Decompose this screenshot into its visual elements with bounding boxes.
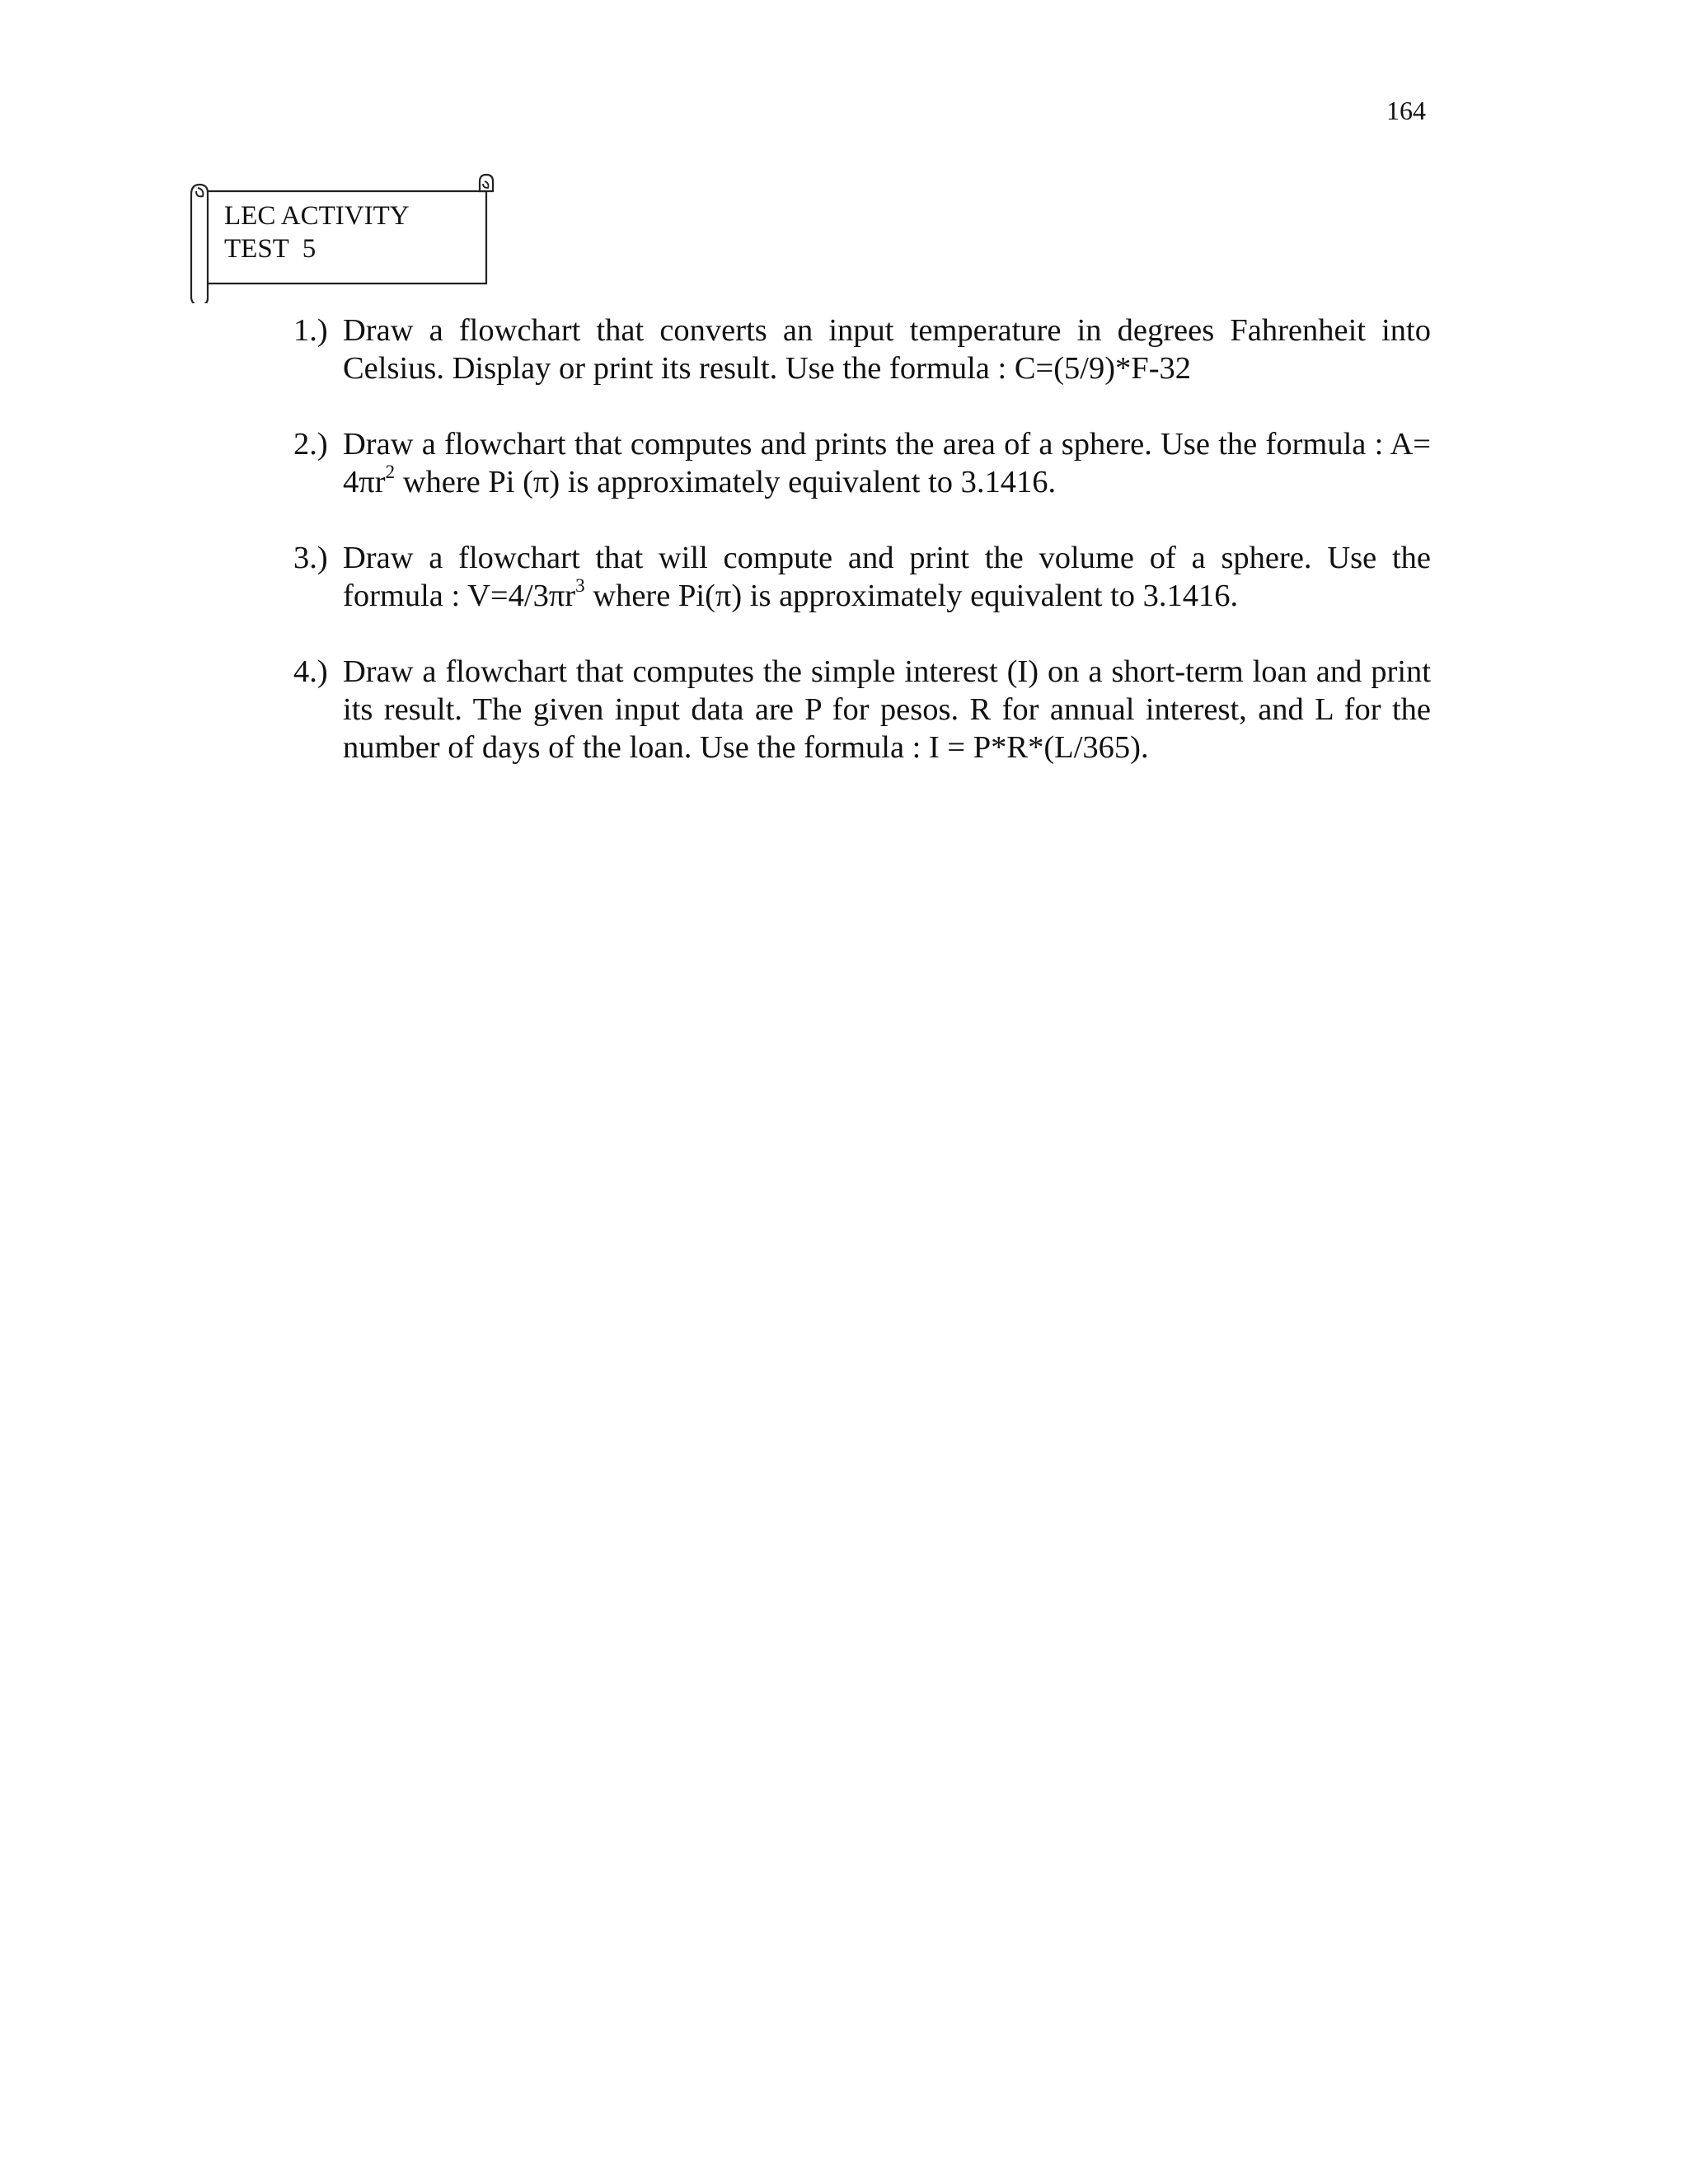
question-text-before: Draw a flowchart that will compute and print the volume of a sphere. Use the formula : V=4/3πr <box>343 541 1431 613</box>
question-number: 1.) <box>293 313 328 348</box>
question-text <box>343 425 1431 501</box>
question-item <box>293 539 1431 615</box>
question-text: Draw a flowchart that converts an input temperature in degrees Fahrenheit into Celsius. Display or print its result. Use the formula : C=(5/9)*F-32 <box>343 313 1431 386</box>
exponent: 3 <box>575 574 585 596</box>
activity-banner <box>183 173 506 303</box>
banner-subtitle: TEST 5 <box>224 234 316 264</box>
banner-title: LEC ACTIVITY <box>224 201 410 231</box>
page-number: 164 <box>1386 96 1426 125</box>
question-list <box>293 312 1431 804</box>
question-text-after: where Pi (π) is approximately equivalent to 3.1416. <box>395 465 1057 499</box>
question-text-before: Draw a flowchart that computes and prints the area of a sphere. Use the formula : A= 4πr <box>343 427 1431 499</box>
question-item <box>293 425 1431 501</box>
question-text-after: where Pi(π) is approximately equivalent to 3.1416. <box>584 579 1239 613</box>
question-number: 2.) <box>293 427 328 462</box>
question-number: 4.) <box>293 654 328 689</box>
question-item <box>293 653 1431 766</box>
question-item <box>293 312 1431 387</box>
question-text <box>343 539 1431 615</box>
question-text: Draw a flowchart that computes the simple interest (I) on a short-term loan and print its result. The given input data are P for pesos. R for annual interest, and L for the number of days of the loan. Use the formula : I = P*R*(L/365). <box>343 654 1431 765</box>
banner-text <box>224 199 410 265</box>
exponent: 2 <box>385 460 396 482</box>
question-number: 3.) <box>293 541 328 575</box>
